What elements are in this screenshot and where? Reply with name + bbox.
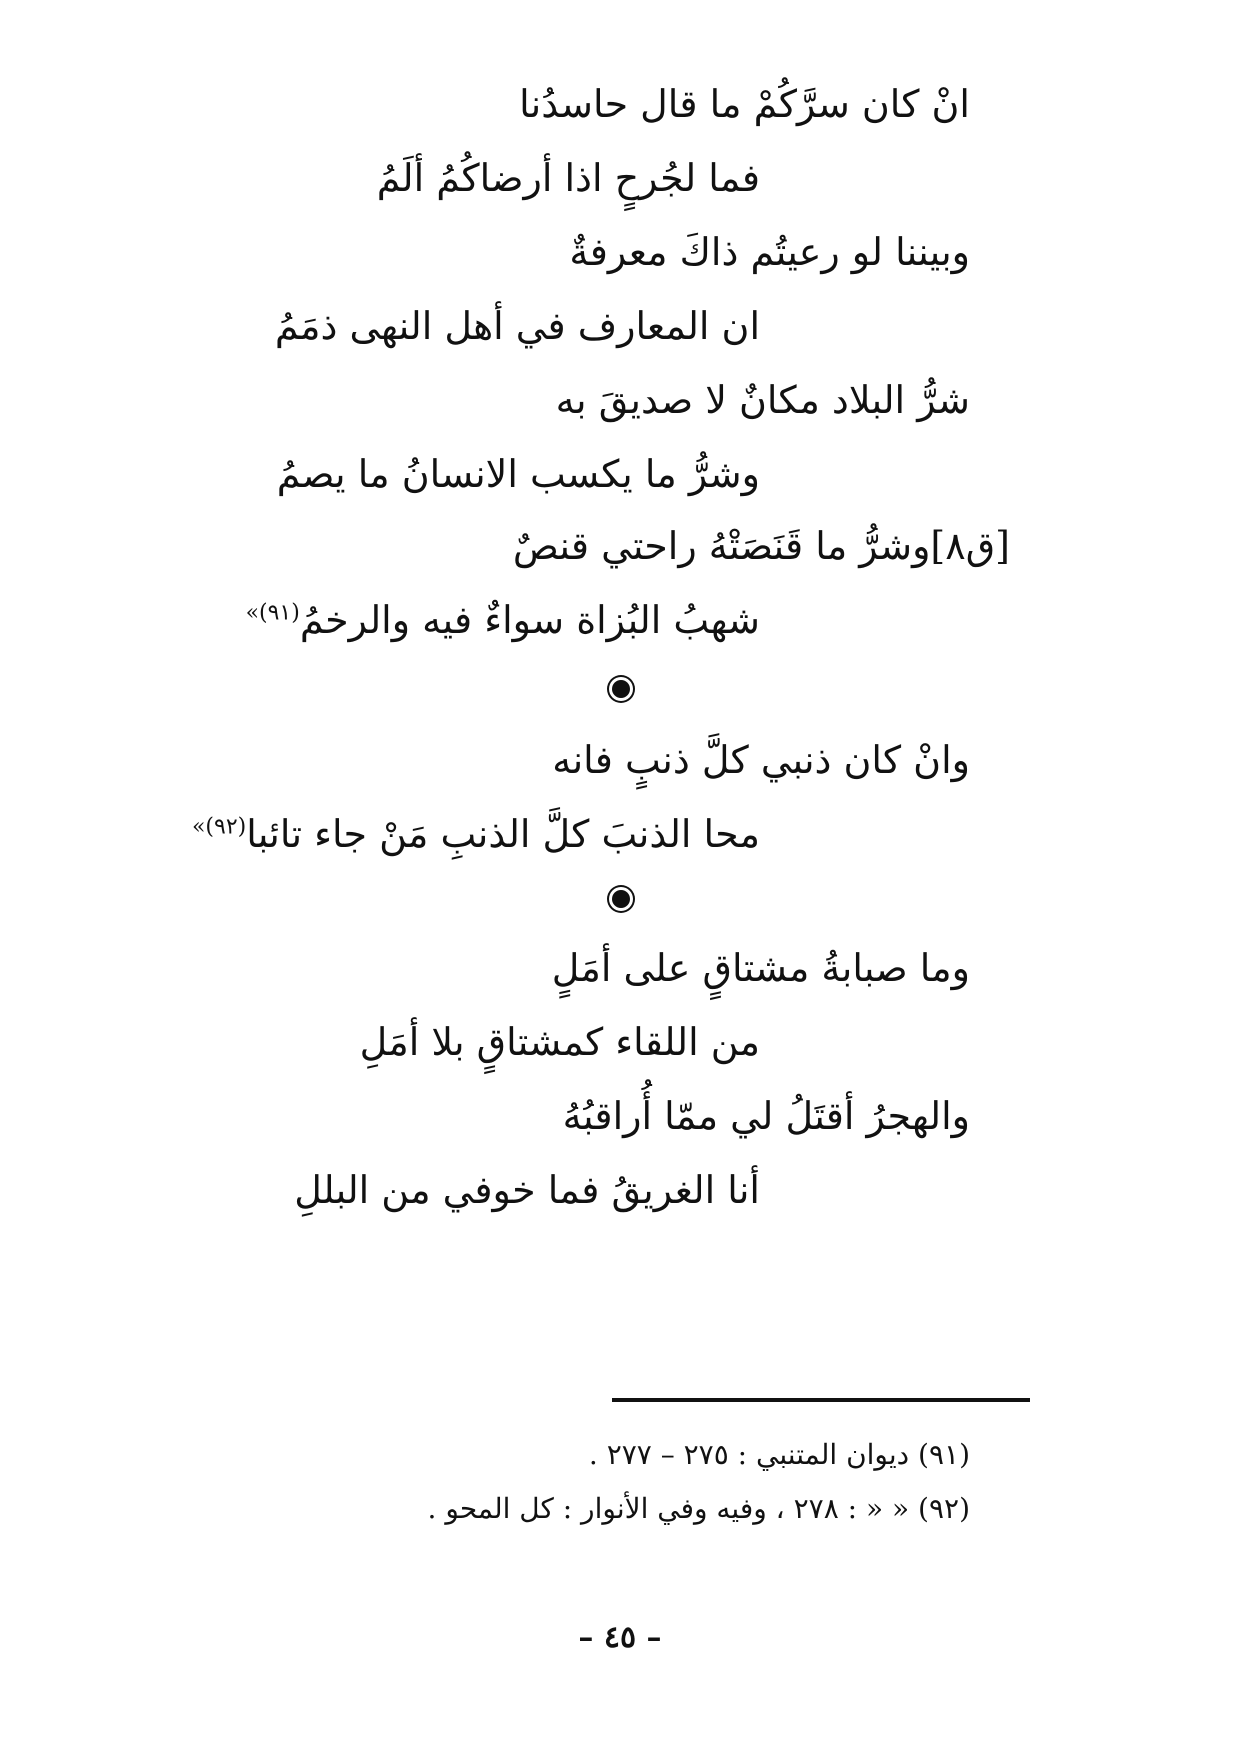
verse-text: شهبُ البُزاة سواءٌ فيه والرخمُ	[299, 598, 760, 642]
footnote-91: (٩١) ديوان المتنبي : ٢٧٥ – ٢٧٧ .	[588, 1438, 970, 1471]
verse-line-10	[192, 814, 760, 856]
footnote-92: (٩٢) « « : ٢٧٨ ، وفيه وفي الأنوار : كل المحو .	[427, 1492, 970, 1525]
footnote-ref-92: (٩٢)»	[191, 814, 247, 840]
section-divider-dot	[612, 890, 630, 908]
verse-line-11: وما صبابةُ مشتاقٍ على أمَلٍ	[551, 946, 970, 990]
section-divider-dot	[612, 680, 630, 698]
verse-line-5: شرُّ البلاد مكانٌ لا صديقَ به	[555, 378, 970, 422]
footnote-ref-91: (٩١)»	[245, 600, 300, 626]
verse-line-9: وانْ كان ذنبي كلَّ ذنبٍ فانه	[552, 738, 970, 782]
verse-line-1: انْ كان سرَّكُمْ ما قال حاسدُنا	[519, 82, 970, 126]
verse-line-12: من اللقاء كمشتاقٍ بلا أمَلِ	[359, 1020, 760, 1064]
footnote-separator	[612, 1398, 1030, 1402]
verse-line-13: والهجرُ أقتَلُ لي ممّا أُراقبُهُ	[562, 1094, 970, 1138]
verse-line-3: وبيننا لو رعيتُم ذاكَ معرفةٌ	[569, 230, 970, 274]
page-number: – ٤٥ –	[578, 1620, 662, 1655]
verse-line-14: أنا الغريقُ فما خوفي من البللِ	[294, 1168, 760, 1212]
verse-line-4: ان المعارف في أهل النهى ذمَمُ	[274, 304, 760, 348]
verse-line-7: [ق٨]وشرُّ ما قَنَصَتْهُ راحتي قنصٌ	[512, 524, 1010, 568]
verse-line-2: فما لجُرحٍ اذا أرضاكُمُ ألَمُ	[376, 156, 760, 200]
verse-text: محا الذنبَ كلَّ الذنبِ مَنْ جاء تائبا	[246, 812, 760, 856]
verse-line-6: وشرُّ ما يكسب الانسانُ ما يصمُ	[276, 452, 760, 496]
verse-line-8	[246, 600, 760, 642]
